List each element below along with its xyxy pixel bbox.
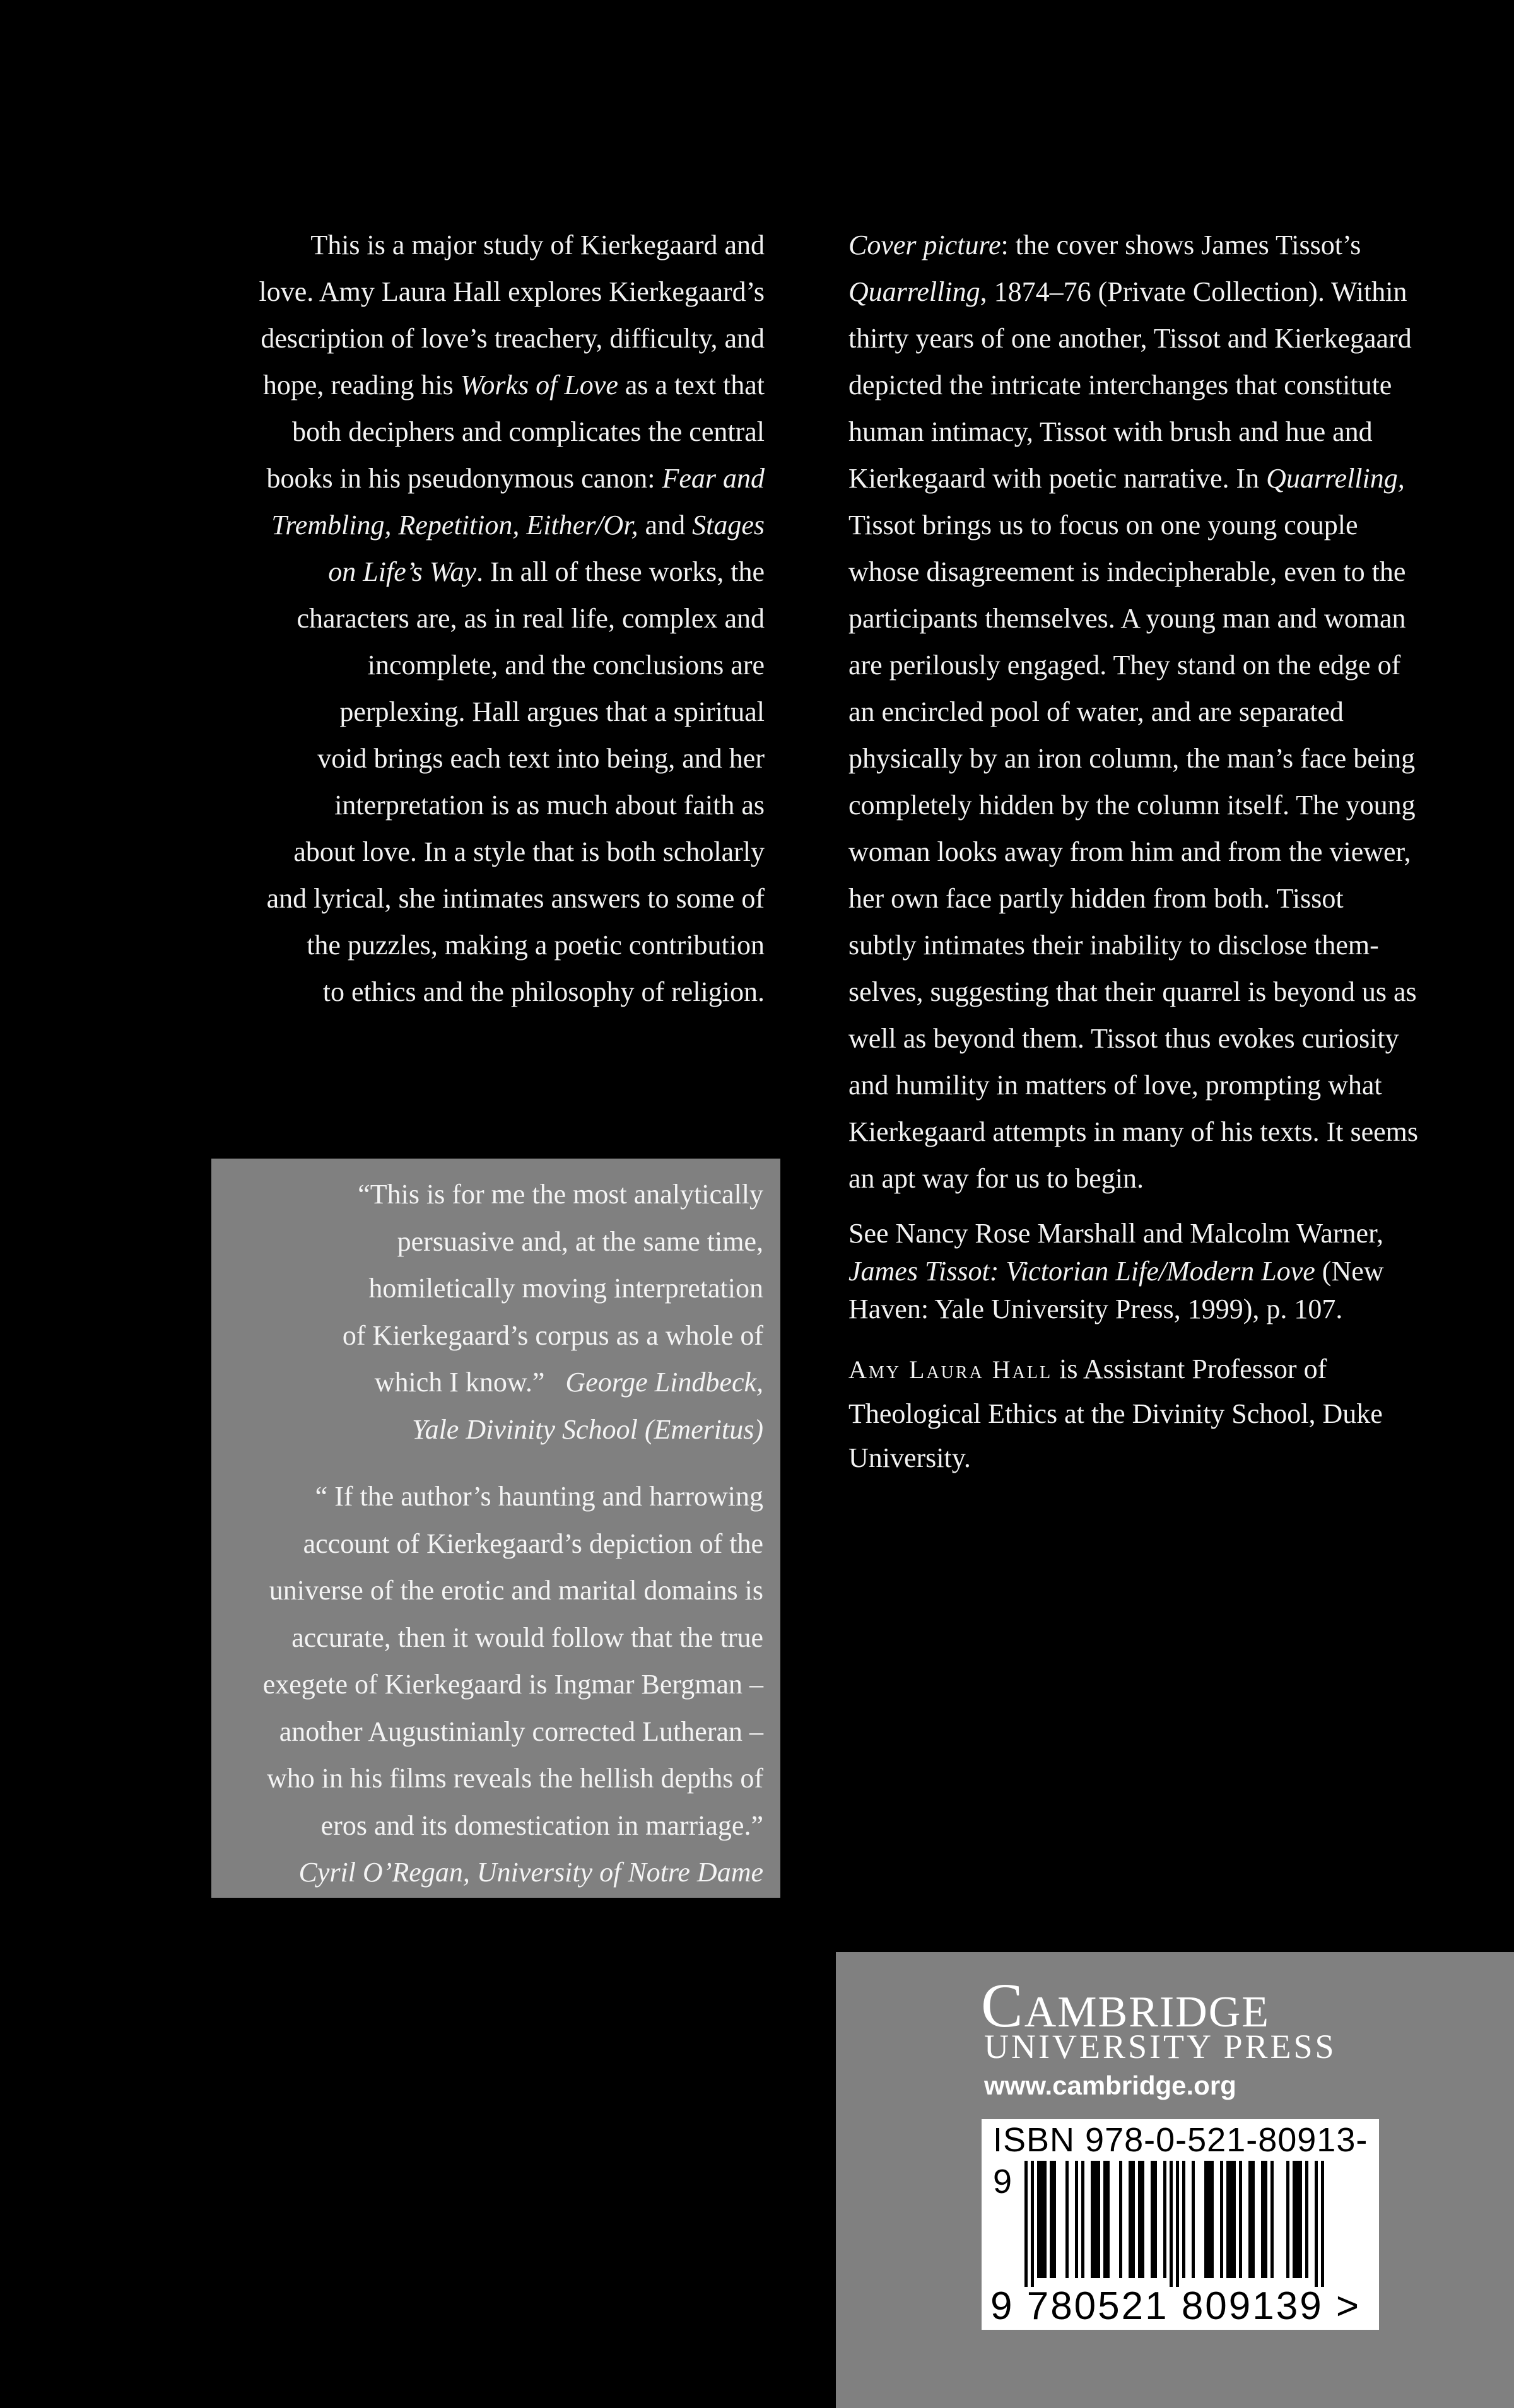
barcode-bar bbox=[1053, 2161, 1056, 2278]
author-bio-line: Theological Ethics at the Divinity School, Duke bbox=[848, 1398, 1383, 1429]
publisher-logo-name: Cambridge bbox=[981, 1970, 1270, 2040]
barcode-bar bbox=[1296, 2161, 1299, 2278]
barcode-bar bbox=[1103, 2161, 1106, 2278]
barcode-bar bbox=[1264, 2161, 1267, 2278]
endorsements-box bbox=[211, 1159, 780, 1898]
quote-line: “This is for me the most analytically bbox=[358, 1179, 763, 1210]
barcode-bar bbox=[1252, 2161, 1255, 2278]
quote-line: exegete of Kierkegaard is Ingmar Bergman – bbox=[262, 1669, 763, 1700]
cover-note-line: , 1874–76 (Private Collection). Within bbox=[980, 276, 1407, 307]
barcode-bar bbox=[1151, 2161, 1154, 2278]
blurb-line: perplexing. Hall argues that a spiritual bbox=[339, 696, 765, 727]
quote-attribution-name: George Lindbeck, bbox=[565, 1367, 763, 1398]
cover-note-line: physically by an iron column, the man’s face being bbox=[848, 743, 1416, 774]
publisher-url: www.cambridge.org bbox=[984, 2071, 1236, 2100]
cover-note-line: : the cover shows James Tissot’s bbox=[1001, 230, 1361, 260]
blurb-line: the puzzles, making a poetic contribution bbox=[307, 930, 765, 961]
cover-note-line: depicted the intricate interchanges that constitute bbox=[848, 370, 1392, 400]
reference-line: See Nancy Rose Marshall and Malcolm Warner, bbox=[848, 1218, 1383, 1249]
barcode-bar bbox=[1239, 2161, 1242, 2278]
blurb-line: and lyrical, she intimates answers to some of bbox=[266, 883, 765, 914]
author-name: Amy Laura Hall bbox=[848, 1355, 1053, 1384]
blurb-line: books in his pseudonymous canon: bbox=[266, 463, 662, 494]
blurb-line: This is a major study of Kierkegaard and bbox=[310, 230, 765, 260]
cover-note-line: Kierkegaard attempts in many of his texts. It seems bbox=[848, 1116, 1418, 1147]
quote-line: eros and its domestication in marriage.” bbox=[320, 1809, 763, 1841]
barcode-bar bbox=[1176, 2161, 1179, 2287]
barcode-panel bbox=[982, 2119, 1379, 2330]
barcode-bar bbox=[1037, 2161, 1040, 2278]
publisher-logo-press: UNIVERSITY PRESS bbox=[984, 2028, 1337, 2066]
barcode-bar bbox=[1106, 2161, 1110, 2278]
barcode-bar bbox=[1182, 2161, 1185, 2278]
barcode-bar bbox=[1261, 2161, 1264, 2278]
painting-title: Quarrelling, bbox=[1266, 463, 1405, 494]
cover-picture-label: Cover picture bbox=[848, 230, 1001, 260]
publisher-block bbox=[836, 1952, 1514, 2408]
reference-line: Haven: Yale University Press, 1999), p. 107. bbox=[848, 1294, 1343, 1324]
cover-note-line: well as beyond them. Tissot thus evokes curiosity bbox=[848, 1023, 1399, 1054]
isbn-text: ISBN 978-0-521-80913-9 bbox=[993, 2121, 1368, 2201]
barcode-bar bbox=[1132, 2161, 1135, 2278]
blurb-line: to ethics and the philosophy of religion. bbox=[322, 976, 765, 1007]
barcode-bar bbox=[1220, 2161, 1223, 2278]
painting-title: Quarrelling bbox=[848, 276, 980, 307]
barcode-bar bbox=[1211, 2161, 1214, 2278]
barcode-bar bbox=[1138, 2161, 1141, 2278]
blurb-line: about love. In a style that is both scholarly bbox=[293, 836, 765, 867]
quote-line: persuasive and, at the same time, bbox=[397, 1225, 763, 1257]
cover-note-line: participants themselves. A young man and woman bbox=[848, 603, 1406, 634]
cover-note-line: subtly intimates their inability to disclose them- bbox=[848, 930, 1379, 961]
blurb-line: and bbox=[638, 510, 693, 541]
cover-picture-note bbox=[848, 222, 1448, 1202]
reference-book-title: James Tissot: Victorian Life/Modern Love bbox=[848, 1256, 1315, 1287]
quote-line: which I know.” bbox=[374, 1367, 545, 1398]
quote-line: another Augustinianly corrected Lutheran – bbox=[279, 1715, 763, 1747]
right-column bbox=[848, 222, 1448, 1480]
barcode-bar bbox=[1094, 2161, 1097, 2278]
barcode-bar bbox=[1226, 2161, 1229, 2278]
barcode-bar bbox=[1321, 2161, 1324, 2287]
cover-note-line: her own face partly hidden from both. Tissot bbox=[848, 883, 1344, 914]
barcode-bar bbox=[1248, 2161, 1252, 2278]
quote-line: universe of the erotic and marital domains is bbox=[269, 1575, 763, 1606]
barcode-bar bbox=[1270, 2161, 1274, 2278]
blurb-title-lifes-way: on Life’s Way bbox=[328, 556, 476, 587]
author-bio-line: is Assistant Professor of bbox=[1052, 1353, 1327, 1384]
blurb-line: as a text that bbox=[618, 370, 765, 400]
cover-note-line: are perilously engaged. They stand on the edge of bbox=[848, 650, 1401, 681]
quote-line: “ If the author’s haunting and harrowing bbox=[315, 1481, 763, 1512]
cover-note-line: thirty years of one another, Tissot and Kierkegaard bbox=[848, 323, 1412, 354]
barcode-bar bbox=[1299, 2161, 1302, 2278]
cover-note-line: Kierkegaard with poetic narrative. In bbox=[848, 463, 1267, 494]
cover-note-line: an encircled pool of water, and are separated bbox=[848, 696, 1344, 727]
barcode-bar bbox=[1233, 2161, 1236, 2278]
blurb-titles-italic: Trembling, Repetition, Either/Or, bbox=[271, 510, 638, 541]
quote-line: who in his films reveals the hellish depths of bbox=[267, 1763, 763, 1794]
reference-note bbox=[848, 1215, 1448, 1328]
barcode-bar bbox=[1192, 2161, 1195, 2278]
quote-attribution-affiliation: Yale Divinity School (Emeritus) bbox=[412, 1413, 763, 1445]
blurb-line: both deciphers and complicates the central bbox=[292, 416, 765, 447]
cover-note-line: an apt way for us to begin. bbox=[848, 1163, 1144, 1194]
blurb-line: description of love’s treachery, difficulty, and bbox=[261, 323, 765, 354]
quote-line: of Kierkegaard’s corpus as a whole of bbox=[342, 1319, 763, 1351]
author-bio bbox=[848, 1347, 1448, 1480]
author-bio-line: University. bbox=[848, 1442, 971, 1473]
blurb-line: incomplete, and the conclusions are bbox=[367, 650, 765, 681]
barcode-bar bbox=[1075, 2161, 1078, 2278]
endorsement-quote bbox=[224, 1473, 763, 1897]
barcode-bar bbox=[1065, 2161, 1069, 2278]
blurb-title-fear: Fear and bbox=[662, 463, 765, 494]
barcode-bar bbox=[1154, 2161, 1157, 2278]
barcode-bar bbox=[1229, 2161, 1233, 2278]
blurb-title-works-of-love: Works of Love bbox=[460, 370, 618, 400]
cover-note-line: Tissot brings us to focus on one young couple bbox=[848, 510, 1358, 541]
barcode-bar bbox=[1207, 2161, 1211, 2278]
cover-note-line: whose disagreement is indecipherable, even to the bbox=[848, 556, 1406, 587]
blurb-line: love. Amy Laura Hall explores Kierkegaard’s bbox=[259, 276, 765, 307]
cover-note-line: completely hidden by the column itself. The young bbox=[848, 790, 1416, 821]
quote-line: accurate, then it would follow that the true bbox=[291, 1622, 763, 1653]
barcode-bar bbox=[1163, 2161, 1166, 2278]
cover-note-line: selves, suggesting that their quarrel is beyond us as bbox=[848, 976, 1417, 1007]
barcode-bar bbox=[1286, 2161, 1289, 2278]
barcode-bar bbox=[1141, 2161, 1144, 2278]
blurb-title-stages: Stages bbox=[692, 510, 765, 541]
barcode-bar bbox=[1043, 2161, 1047, 2278]
barcode-bar bbox=[1170, 2161, 1173, 2287]
barcode-bar bbox=[1040, 2161, 1043, 2278]
blurb-line: . In all of these works, the bbox=[476, 556, 765, 587]
blurb-line: hope, reading his bbox=[262, 370, 461, 400]
blurb-line: interpretation is as much about faith as bbox=[334, 790, 765, 821]
barcode-bar bbox=[1031, 2161, 1034, 2287]
barcode-bar bbox=[1204, 2161, 1207, 2278]
barcode-digits: 9 780521 809139 > bbox=[990, 2284, 1361, 2328]
barcode-bar bbox=[1097, 2161, 1100, 2278]
barcode-bar bbox=[1293, 2161, 1296, 2278]
quote-line: account of Kierkegaard’s depiction of the bbox=[303, 1528, 763, 1559]
barcode-bar bbox=[1081, 2161, 1084, 2278]
cover-note-line: woman looks away from him and from the viewer, bbox=[848, 836, 1411, 867]
barcode-bar bbox=[1091, 2161, 1094, 2278]
quote-attribution: Cyril O’Regan, University of Notre Dame bbox=[298, 1857, 763, 1888]
barcode-bar bbox=[1119, 2161, 1122, 2278]
blurb-line: characters are, as in real life, complex and bbox=[296, 603, 765, 634]
barcode-bar bbox=[1315, 2161, 1318, 2287]
barcode-icon bbox=[988, 2161, 1373, 2287]
book-description bbox=[189, 222, 765, 1015]
reference-line: (New bbox=[1315, 1256, 1384, 1287]
blurb-line: void brings each text into being, and her bbox=[317, 743, 765, 774]
quote-line: homiletically moving interpretation bbox=[368, 1273, 763, 1304]
cover-note-line: human intimacy, Tissot with brush and hue and bbox=[848, 416, 1373, 447]
barcode-bar bbox=[1050, 2161, 1053, 2278]
barcode-bar bbox=[1024, 2161, 1028, 2287]
endorsement-quote bbox=[224, 1171, 763, 1453]
cover-note-line: and humility in matters of love, prompting what bbox=[848, 1070, 1382, 1101]
barcode-bar bbox=[1129, 2161, 1132, 2278]
barcode-bar bbox=[1305, 2161, 1308, 2278]
